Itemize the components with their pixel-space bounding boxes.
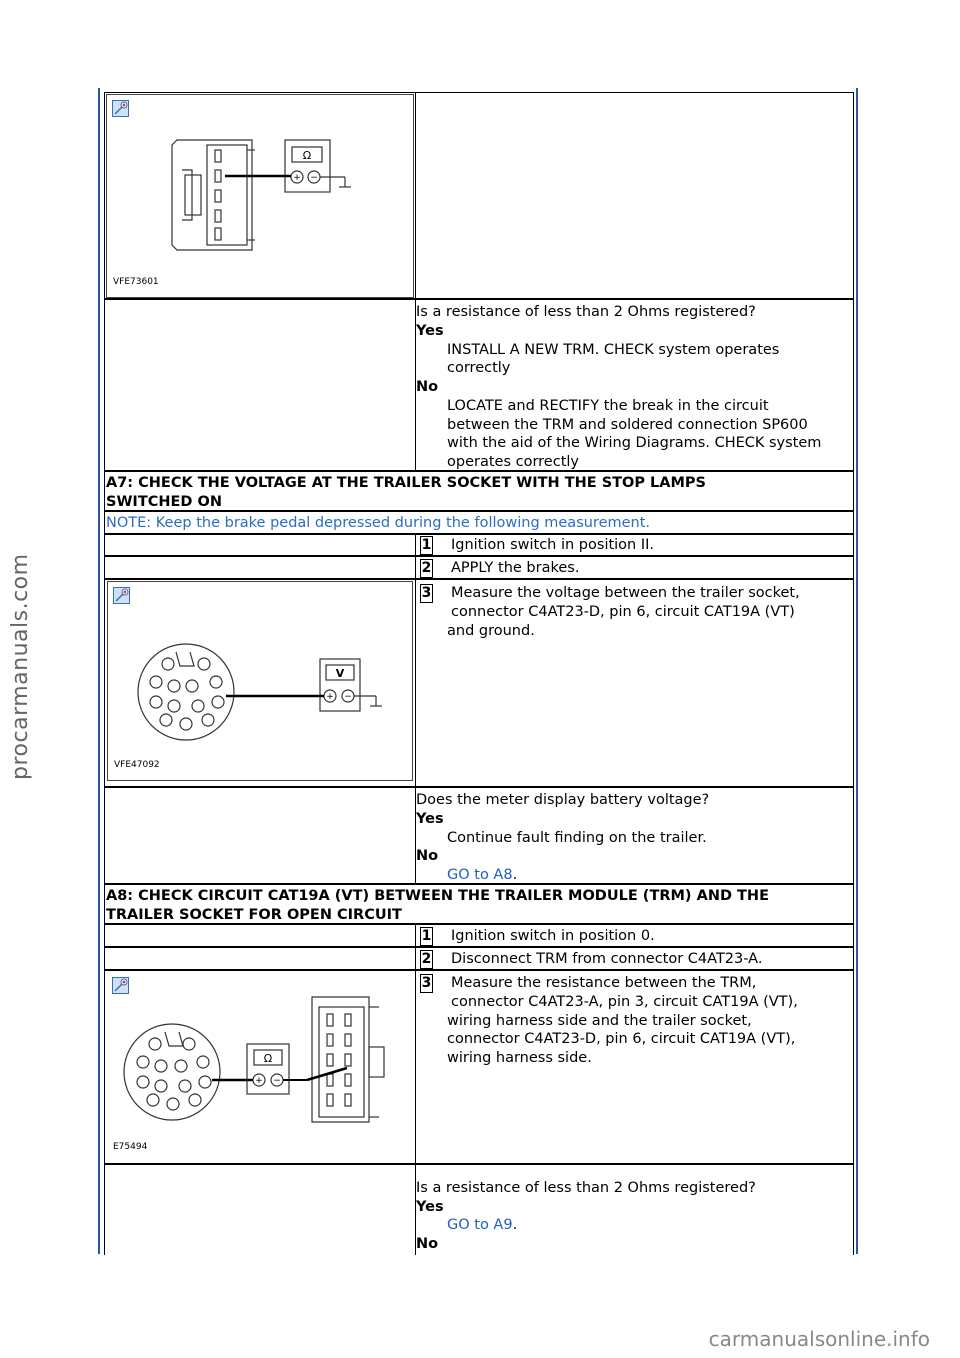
svg-text:+: + bbox=[326, 692, 334, 702]
a8-heading: A8: CHECK CIRCUIT CAT19A (VT) BETWEEN THE TRAILER MODULE (TRM) AND THE bbox=[106, 888, 769, 904]
a8-step1-left bbox=[104, 923, 416, 948]
figure-label: E75494 bbox=[113, 1141, 148, 1152]
a8-result-left bbox=[104, 1163, 416, 1255]
a8-step3-line: wiring harness side and the trailer socket, bbox=[447, 1013, 752, 1029]
yes-action-line: correctly bbox=[447, 360, 511, 376]
yes-action: GO to A9. bbox=[447, 1217, 518, 1233]
svg-text:−: − bbox=[344, 692, 352, 702]
no-action-line: between the TRM and soldered connection SP600 bbox=[447, 417, 808, 433]
trm-socket-diagram bbox=[107, 972, 413, 1162]
a7-step3-line: and ground. bbox=[447, 623, 535, 639]
no-action-line: LOCATE and RECTIFY the break in the circuit bbox=[447, 398, 769, 414]
a7-step1: Ignition switch in position II. bbox=[451, 537, 655, 553]
a7-step2-left bbox=[104, 555, 416, 580]
a8-step3-line: wiring harness side. bbox=[447, 1050, 592, 1066]
svg-text:+: + bbox=[255, 1076, 263, 1086]
a8-step1: Ignition switch in position 0. bbox=[451, 928, 655, 944]
a8-step2-left bbox=[104, 946, 416, 971]
yes-action-line: INSTALL A NEW TRM. CHECK system operates bbox=[447, 342, 780, 358]
step-number: 1 bbox=[421, 537, 432, 553]
a8-step2: Disconnect TRM from connector C4AT23-A. bbox=[451, 951, 763, 967]
a7-step2: APPLY the brakes. bbox=[451, 560, 580, 576]
no-action: GO to A8. bbox=[447, 867, 518, 883]
connector-ohmmeter-figure[interactable] bbox=[106, 94, 414, 298]
step-number: 2 bbox=[421, 560, 432, 576]
a7-heading: A7: CHECK THE VOLTAGE AT THE TRAILER SOCKET WITH THE STOP LAMPS bbox=[106, 475, 706, 491]
ohm-symbol: Ω bbox=[263, 1052, 273, 1065]
no-label: No bbox=[416, 848, 439, 864]
trm-trailer-socket-ohmmeter-figure[interactable] bbox=[107, 972, 413, 1162]
a8-step3-line: Measure the resistance between the TRM, bbox=[451, 975, 757, 991]
no-action-line: with the aid of the Wiring Diagrams. CHECK system bbox=[447, 435, 822, 451]
svg-text:+: + bbox=[293, 173, 301, 183]
result-row-1-left bbox=[104, 298, 416, 472]
no-label: No bbox=[416, 1236, 439, 1252]
svg-text:−: − bbox=[273, 1076, 281, 1086]
a7-note: NOTE: Keep the brake pedal depressed during the following measurement. bbox=[106, 515, 651, 531]
right-margin-line bbox=[856, 88, 858, 1254]
figure-label: VFE47092 bbox=[114, 759, 160, 770]
a8-question: Is a resistance of less than 2 Ohms registered? bbox=[416, 1180, 756, 1196]
go-to-a9-link[interactable]: GO to A9 bbox=[447, 1217, 513, 1233]
connector-diagram bbox=[107, 95, 415, 299]
a8-step3-line: connector C4AT23-D, pin 6, circuit CAT19A (VT), bbox=[447, 1031, 796, 1047]
figure-label: VFE73601 bbox=[113, 276, 159, 287]
a7-question: Does the meter display battery voltage? bbox=[416, 792, 710, 808]
a8-step3-line: connector C4AT23-A, pin 3, circuit CAT19A (VT), bbox=[451, 994, 798, 1010]
trailer-socket-diagram bbox=[108, 582, 414, 782]
step-number: 3 bbox=[421, 975, 432, 991]
step-number: 1 bbox=[421, 928, 432, 944]
a7-result-left bbox=[104, 786, 416, 885]
go-to-a8-link[interactable]: GO to A8 bbox=[447, 867, 513, 883]
yes-label: Yes bbox=[416, 811, 444, 827]
side-watermark: procarmanuals.com bbox=[8, 553, 33, 780]
no-label: No bbox=[416, 379, 439, 395]
yes-label: Yes bbox=[416, 1199, 444, 1215]
yes-label: Yes bbox=[416, 323, 444, 339]
left-margin-line bbox=[98, 88, 100, 1254]
a7-step1-left bbox=[104, 533, 416, 557]
ohm-symbol: Ω bbox=[302, 149, 312, 162]
no-action-line: operates correctly bbox=[447, 454, 579, 470]
a7-heading: SWITCHED ON bbox=[106, 494, 222, 510]
trailer-socket-voltmeter-figure[interactable] bbox=[107, 581, 413, 781]
a7-step3-line: Measure the voltage between the trailer socket, bbox=[451, 585, 800, 601]
yes-action: Continue fault finding on the trailer. bbox=[447, 830, 707, 846]
volt-symbol: V bbox=[335, 667, 345, 680]
svg-text:−: − bbox=[310, 173, 318, 183]
footer-watermark: carmanualsonline.info bbox=[708, 1326, 930, 1351]
step-number: 3 bbox=[421, 585, 432, 601]
a7-step3-line: connector C4AT23-D, pin 6, circuit CAT19A (VT) bbox=[451, 604, 795, 620]
a8-heading: TRAILER SOCKET FOR OPEN CIRCUIT bbox=[106, 907, 402, 923]
step-number: 2 bbox=[421, 951, 432, 967]
question-text: Is a resistance of less than 2 Ohms registered? bbox=[416, 304, 756, 320]
